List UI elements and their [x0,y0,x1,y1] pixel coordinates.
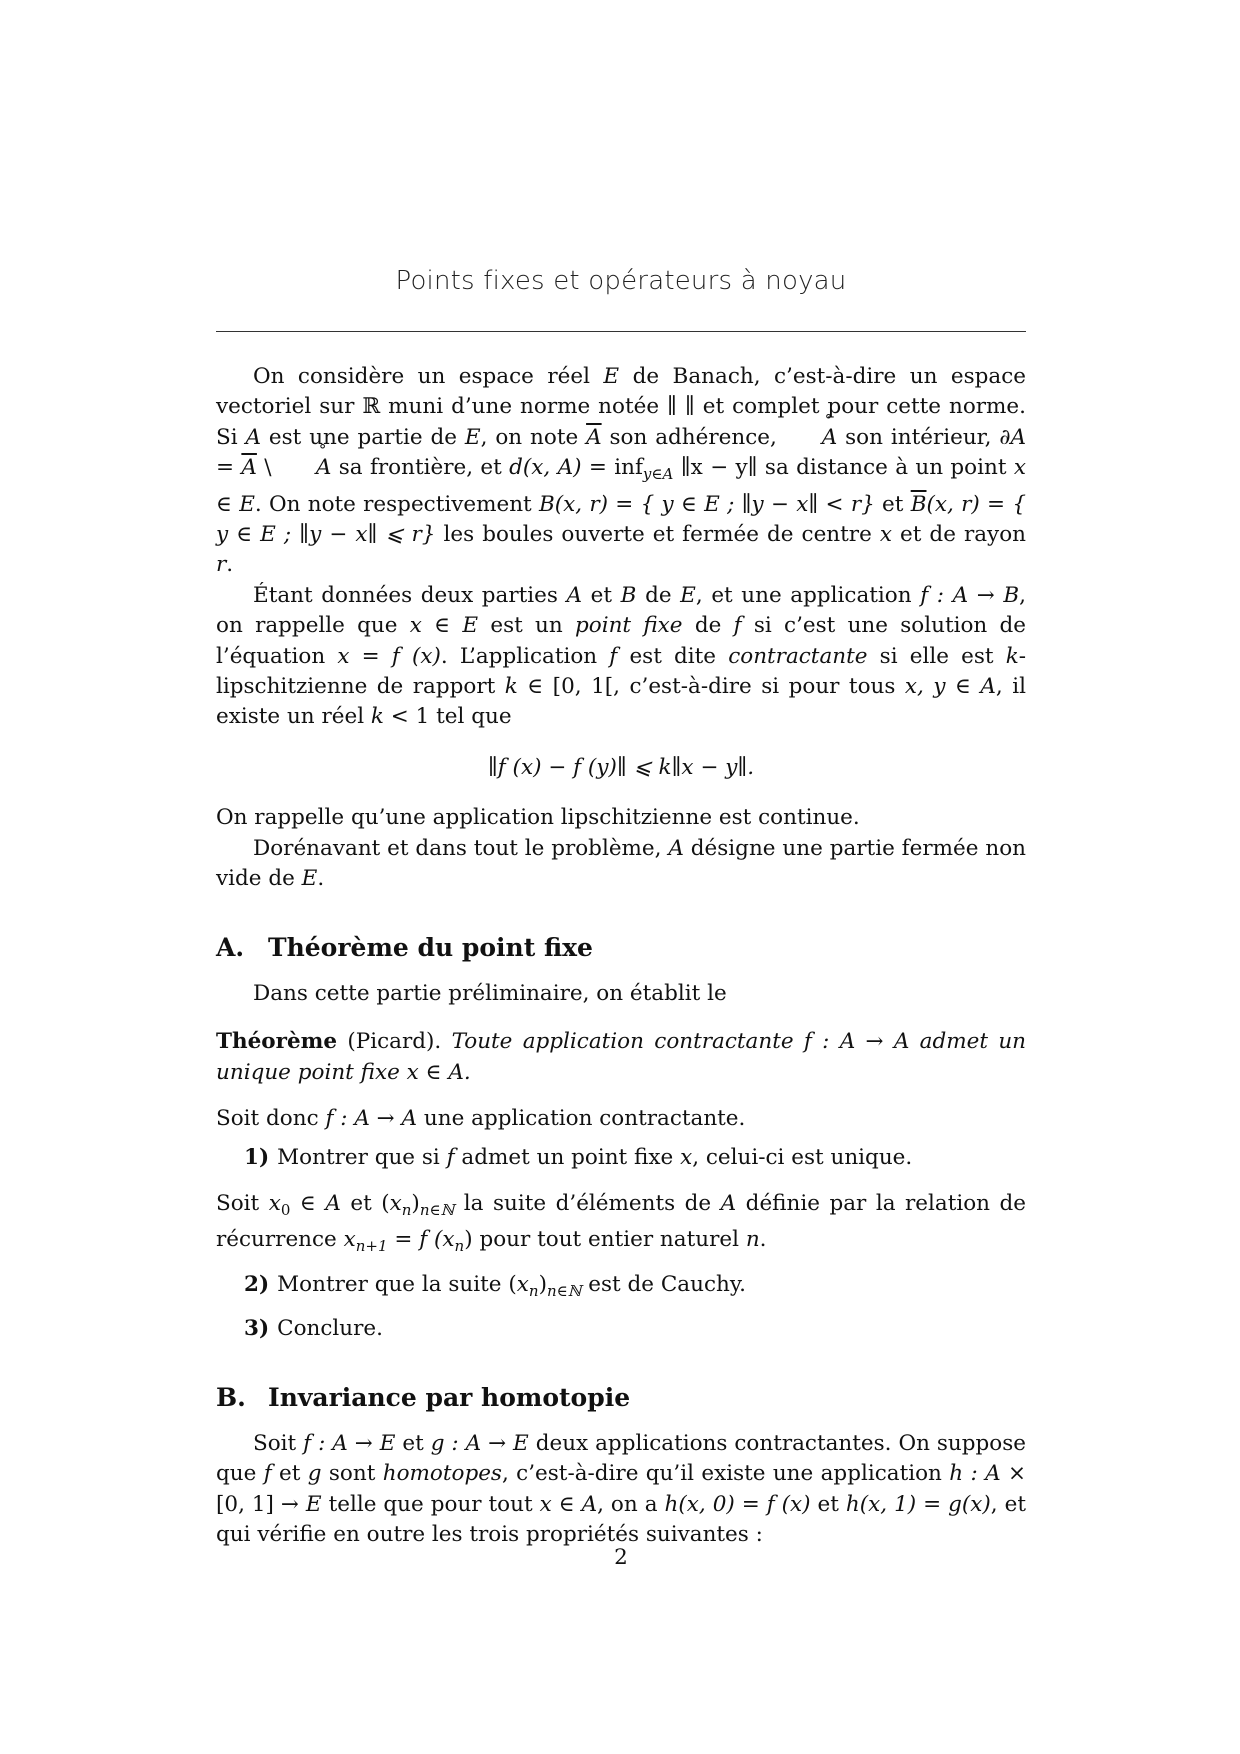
sequence-definition: Soit $x_0$ ∈ A et $(x_n)_{n\in ℕ}$ la suite d’éléments de A définie par la relation de récurrence $x_{n+1} = f$ $(x_n)$ pour tout entier naturel n. [216,1190,1027,1256]
section-b-heading: B. Invariance par homotopie [216,1382,631,1412]
question-3: 3) Conclure. [244,1316,383,1342]
section-a-heading: A. Théorème du point fixe [216,932,593,962]
intro-paragraph-2: Étant données deux parties A et B de E, et une application f : A → B, on rappelle que x ∈ E est un point fixe de f si c’est une solution de l’équation x = f (x). L’application f est dite contractante si elle est k-lipschitzienne de rapport k ∈ [0, 1[, c’est-à-dire si pour tous x, y ∈ A, il existe un réel k < 1 tel que [216,582,1027,730]
question-2: 2) Montrer que la suite $(x_n)_{n\in ℕ}$ est de Cauchy. [244,1271,746,1300]
page-number: 2 [614,1545,628,1570]
lipschitz-equation: ∥f (x) − f (y)∥ ⩽ k∥x − y∥. [487,754,755,780]
body-text [216,362,1026,1551]
intro-paragraph-4: Dorénavant et dans tout le problème, A désigne une partie fermée non vide de E. [216,835,1026,892]
theorem-picard: Théorème (Picard). Toute application contractante f : A → A admet un unique point fixe x ∈ A. [216,1029,1027,1085]
section-a-lead: Dans cette partie préliminaire, on établit le [253,980,727,1006]
intro-paragraph-3: On rappelle qu’une application lipschitzienne est continue. [216,805,860,831]
intro-paragraph-1: On considère un espace réel E de Banach, c’est-à-dire un espace vectoriel sur ℝ muni d’une norme notée ∥ ∥ et complet pour cette norme. Si A est une partie de E, on note $\overline{A}$ son adhérence, ° A son intérieur, $\partial A = \overline{A}$ \ ° A sa frontière, et d(x, A) = inf$_{y\in A}$ ∥x − y∥ sa distance à un point x ∈ E. On note respectivement B(x, r) = { y ∈ E ; ∥y − x∥ < r} et $\overline{B}(x$, r) = { y ∈ E ; ∥y − x∥ ⩽ r} les boules ouverte et fermée de centre x et de rayon r. [216,362,1026,581]
soit-donc: Soit donc f : A → A une application contractante. [216,1106,746,1132]
question-1: 1) Montrer que si f admet un point fixe x, celui-ci est unique. [244,1144,913,1170]
header-rule [216,331,1026,332]
section-b-paragraph: Soit f : A → E et g : A → E deux applications contractantes. On suppose que f et g sont homotopes, c’est-à-dire qu’il existe une application h : A × [0, 1] → E telle que pour tout x ∈ A, on a h(x, 0) = f (x) et h(x, 1) = g(x), et qui vérifie en outre les trois propriétés suivantes : [216,1430,1026,1548]
running-header: Points fixes et opérateurs à noyau [395,266,847,296]
